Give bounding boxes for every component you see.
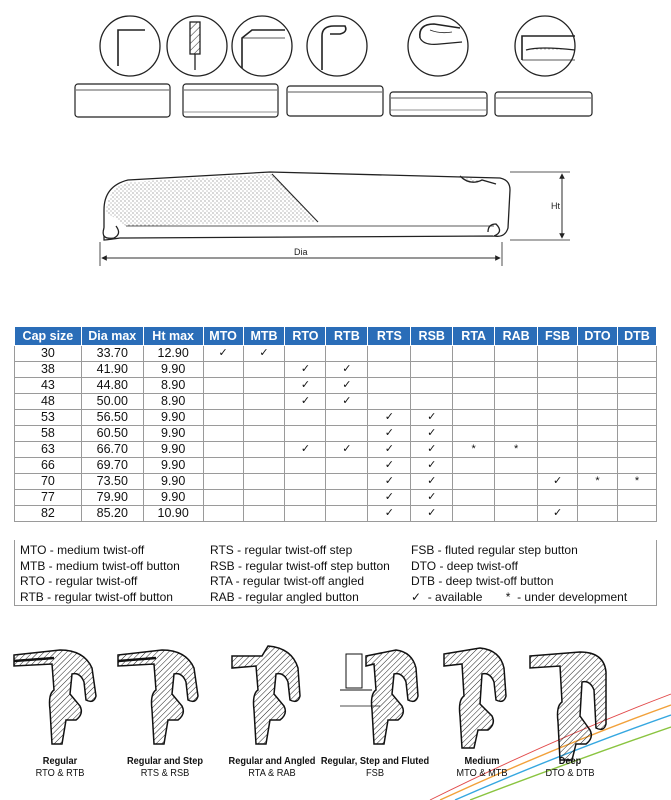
table-cell: [326, 346, 368, 362]
table-cell: [243, 362, 285, 378]
abbreviation-legend: [14, 540, 657, 606]
column-header-rta: RTA: [453, 327, 495, 346]
table-cell: 41.90: [81, 362, 143, 378]
table-cell: [411, 378, 453, 394]
table-row: [15, 442, 657, 458]
table-cell: [285, 426, 326, 442]
table-cell: ✓: [285, 362, 326, 378]
profile-subtitle: RTS & RSB: [140, 767, 190, 779]
table-cell: 58: [15, 426, 82, 442]
table-cell: [326, 474, 368, 490]
table-cell: 60.50: [81, 426, 143, 442]
legend-column-3: [406, 543, 656, 605]
column-header-fsb: FSB: [538, 327, 578, 346]
table-cell: 9.90: [143, 474, 203, 490]
table-cell: [243, 442, 285, 458]
table-cell: *: [495, 442, 538, 458]
table-cell: ✓: [368, 426, 411, 442]
legend-item: RTO - regular twist-off: [20, 574, 138, 588]
table-cell: [617, 442, 656, 458]
table-cell: [368, 346, 411, 362]
profile-title: Regular and Step: [126, 755, 203, 767]
table-cell: [243, 490, 285, 506]
table-row: [15, 410, 657, 426]
table-cell: [285, 410, 326, 426]
table-cell: 8.90: [143, 394, 203, 410]
table-row: [15, 426, 657, 442]
table-cell: [617, 490, 656, 506]
profile-subtitle: DTO & DTB: [545, 767, 595, 779]
column-header-mtb: MTB: [243, 327, 285, 346]
table-cell: 10.90: [143, 506, 203, 522]
table-cell: ✓: [285, 394, 326, 410]
table-cell: [617, 346, 656, 362]
legend-item: RTS - regular twist-off step: [210, 543, 353, 557]
table-cell: [203, 426, 243, 442]
table-row: [15, 378, 657, 394]
table-cell: ✓: [326, 378, 368, 394]
table-cell: [453, 426, 495, 442]
table-cell: 9.90: [143, 458, 203, 474]
table-cell: [495, 506, 538, 522]
table-cell: 85.20: [81, 506, 143, 522]
table-row: [15, 346, 657, 362]
table-row: [15, 490, 657, 506]
table-cell: [203, 378, 243, 394]
table-cell: [243, 474, 285, 490]
legend-item: FSB - fluted regular step button: [411, 543, 578, 557]
table-cell: [617, 410, 656, 426]
table-cell: 70: [15, 474, 82, 490]
profile-deep: [530, 652, 606, 760]
table-cell: [578, 410, 618, 426]
table-cell: [453, 346, 495, 362]
table-cell: [495, 362, 538, 378]
table-cell: ✓: [326, 442, 368, 458]
table-cell: 44.80: [81, 378, 143, 394]
cap-side-view-5: [495, 92, 592, 116]
table-cell: *: [578, 474, 618, 490]
table-cell: 82: [15, 506, 82, 522]
table-cell: [538, 426, 578, 442]
table-cell: [617, 506, 656, 522]
table-cell: ✓: [368, 474, 411, 490]
table-cell: [578, 346, 618, 362]
table-cell: [495, 490, 538, 506]
table-cell: [411, 394, 453, 410]
legend-item: RTA - regular twist-off angled: [210, 574, 365, 588]
table-cell: [578, 490, 618, 506]
cap-detail-diagrams: [0, 0, 671, 310]
table-cell: [368, 378, 411, 394]
table-cell: [617, 378, 656, 394]
table-cell: [203, 490, 243, 506]
table-cell: ✓: [368, 458, 411, 474]
cap-side-view-1: [75, 84, 170, 117]
table-cell: [285, 506, 326, 522]
profile-label-medium: [442, 755, 521, 779]
table-cell: [453, 474, 495, 490]
table-header-row: [15, 327, 657, 346]
table-cell: [453, 490, 495, 506]
legend-item: DTB - deep twist-off button: [411, 574, 554, 588]
table-cell: 8.90: [143, 378, 203, 394]
column-header-rto: RTO: [285, 327, 326, 346]
column-header-rab: RAB: [495, 327, 538, 346]
table-cell: [578, 378, 618, 394]
table-cell: *: [453, 442, 495, 458]
table-cell: 69.70: [81, 458, 143, 474]
table-cell: ✓: [538, 474, 578, 490]
table-row: [15, 362, 657, 378]
table-cell: [538, 442, 578, 458]
column-header-rts: RTS: [368, 327, 411, 346]
table-cell: [326, 506, 368, 522]
table-cell: 9.90: [143, 442, 203, 458]
table-cell: ✓: [411, 474, 453, 490]
profile-subtitle: FSB: [366, 767, 384, 779]
table-cell: 73.50: [81, 474, 143, 490]
table-cell: [578, 394, 618, 410]
detail-circle-deep: [515, 16, 575, 76]
table-cell: [243, 458, 285, 474]
table-cell: ✓: [203, 346, 243, 362]
table-cell: [203, 474, 243, 490]
table-row: [15, 394, 657, 410]
table-cell: [578, 362, 618, 378]
legend-item: RTB - regular twist-off button: [20, 589, 173, 604]
table-cell: [453, 506, 495, 522]
table-cell: [495, 394, 538, 410]
legend-item: MTO - medium twist-off: [20, 543, 145, 557]
table-cell: *: [617, 474, 656, 490]
table-row: [15, 474, 657, 490]
table-cell: 50.00: [81, 394, 143, 410]
table-cell: 12.90: [143, 346, 203, 362]
profile-regular-step: [118, 650, 198, 744]
profile-label-regular: [20, 755, 99, 779]
table-cell: [578, 506, 618, 522]
table-cell: 48: [15, 394, 82, 410]
table-cell: [538, 458, 578, 474]
legend-item: DTO - deep twist-off: [411, 558, 518, 573]
column-header-dto: DTO: [578, 327, 618, 346]
table-cell: [538, 362, 578, 378]
table-cell: ✓: [326, 362, 368, 378]
table-cell: ✓: [411, 490, 453, 506]
profile-medium: [444, 648, 506, 748]
table-cell: [203, 410, 243, 426]
diameter-label: Dia: [294, 247, 308, 257]
table-cell: [538, 490, 578, 506]
table-cell: [453, 410, 495, 426]
profile-subtitle: MTO & MTB: [456, 767, 508, 779]
profile-regular-angled: [232, 646, 300, 744]
table-cell: ✓: [411, 458, 453, 474]
table-cell: 9.90: [143, 490, 203, 506]
profile-step-fluted: [340, 650, 418, 744]
table-cell: [368, 394, 411, 410]
table-cell: ✓: [368, 506, 411, 522]
table-cell: [285, 346, 326, 362]
table-cell: [203, 362, 243, 378]
table-cell: [326, 458, 368, 474]
table-cell: 9.90: [143, 426, 203, 442]
table-cell: ✓: [411, 410, 453, 426]
legend-item: ✓ - available * - under development: [411, 589, 628, 604]
height-dimension: [510, 172, 570, 240]
cap-side-view-4: [390, 92, 487, 116]
detail-circle-regular: [100, 16, 160, 76]
table-cell: [617, 426, 656, 442]
table-cell: 33.70: [81, 346, 143, 362]
table-cell: ✓: [285, 378, 326, 394]
table-cell: 79.90: [81, 490, 143, 506]
table-cell: ✓: [368, 410, 411, 426]
table-cell: 38: [15, 362, 82, 378]
table-cell: 77: [15, 490, 82, 506]
table-cell: [203, 394, 243, 410]
cap-side-view-2: [183, 84, 278, 117]
profile-title: Regular, Step and Fluted: [320, 755, 430, 767]
table-cell: ✓: [368, 442, 411, 458]
table-cell: [453, 458, 495, 474]
table-cell: [411, 362, 453, 378]
table-cell: [285, 490, 326, 506]
detail-circle-medium: [408, 16, 468, 76]
table-cell: [495, 458, 538, 474]
detail-circle-angled: [307, 16, 367, 76]
column-header-rtb: RTB: [326, 327, 368, 346]
table-cell: ✓: [285, 442, 326, 458]
table-cell: [411, 346, 453, 362]
table-cell: [495, 474, 538, 490]
table-cell: [285, 474, 326, 490]
table-cell: ✓: [538, 506, 578, 522]
table-cell: [495, 378, 538, 394]
table-cell: ✓: [411, 442, 453, 458]
profile-label-deep: [530, 755, 609, 779]
table-cell: [326, 426, 368, 442]
table-cell: [617, 394, 656, 410]
profile-title: Deep: [558, 755, 582, 767]
table-cell: [243, 410, 285, 426]
table-row: [15, 506, 657, 522]
table-cell: 30: [15, 346, 82, 362]
cap-cross-section: [103, 172, 510, 240]
table-cell: [326, 490, 368, 506]
profile-title: Regular and Angled: [228, 755, 316, 767]
table-cell: ✓: [326, 394, 368, 410]
profile-subtitle: RTO & RTB: [35, 767, 85, 779]
table-cell: [243, 394, 285, 410]
table-cell: [617, 362, 656, 378]
table-cell: ✓: [411, 506, 453, 522]
table-cell: ✓: [368, 490, 411, 506]
table-cell: [538, 394, 578, 410]
table-cell: [538, 410, 578, 426]
cap-side-view-3: [287, 86, 383, 116]
table-row: [15, 458, 657, 474]
table-cell: [495, 410, 538, 426]
legend-column-2: [205, 543, 406, 605]
table-cell: [617, 458, 656, 474]
table-cell: 56.50: [81, 410, 143, 426]
column-header-mto: MTO: [203, 327, 243, 346]
profile-subtitle: RTA & RAB: [248, 767, 296, 779]
cap-size-table: [14, 326, 657, 522]
column-header-rsb: RSB: [411, 327, 453, 346]
table-cell: [453, 378, 495, 394]
profile-regular: [14, 650, 96, 744]
table-cell: 66.70: [81, 442, 143, 458]
legend-item: RSB - regular twist-off step button: [210, 558, 390, 573]
table-cell: [578, 426, 618, 442]
profile-label-regular-step: [117, 755, 214, 779]
table-cell: 66: [15, 458, 82, 474]
detail-circle-step: [232, 16, 292, 76]
table-cell: [243, 426, 285, 442]
table-cell: [453, 362, 495, 378]
table-cell: [495, 426, 538, 442]
legend-item: RAB - regular angled button: [210, 589, 359, 604]
column-header-ht-max: Ht max: [143, 327, 203, 346]
column-header-cap-size: Cap size: [15, 327, 82, 346]
table-cell: 53: [15, 410, 82, 426]
profile-title: Medium: [464, 755, 500, 767]
table-cell: [495, 346, 538, 362]
table-cell: [538, 346, 578, 362]
profile-label-step-fluted: [313, 755, 436, 779]
table-body: [15, 346, 657, 522]
profile-title: Regular: [42, 755, 78, 767]
table-cell: [368, 362, 411, 378]
table-cell: [285, 458, 326, 474]
table-cell: [203, 506, 243, 522]
table-cell: ✓: [243, 346, 285, 362]
column-header-dtb: DTB: [617, 327, 656, 346]
column-header-dia-max: Dia max: [81, 327, 143, 346]
table-cell: 43: [15, 378, 82, 394]
table-cell: 9.90: [143, 410, 203, 426]
table-cell: [243, 378, 285, 394]
table-cell: [326, 410, 368, 426]
table-cell: [538, 378, 578, 394]
table-cell: 9.90: [143, 362, 203, 378]
table-cell: [578, 442, 618, 458]
table-cell: [203, 458, 243, 474]
table-cell: [453, 394, 495, 410]
profile-label-regular-angled: [219, 755, 325, 779]
table-cell: [203, 442, 243, 458]
table-cell: ✓: [411, 426, 453, 442]
height-label: Ht: [551, 201, 560, 211]
legend-column-1: [15, 543, 205, 605]
table-cell: [243, 506, 285, 522]
table-cell: 63: [15, 442, 82, 458]
legend-item: MTB - medium twist-off button: [20, 558, 180, 573]
detail-circle-button: [167, 16, 227, 76]
table-cell: [578, 458, 618, 474]
